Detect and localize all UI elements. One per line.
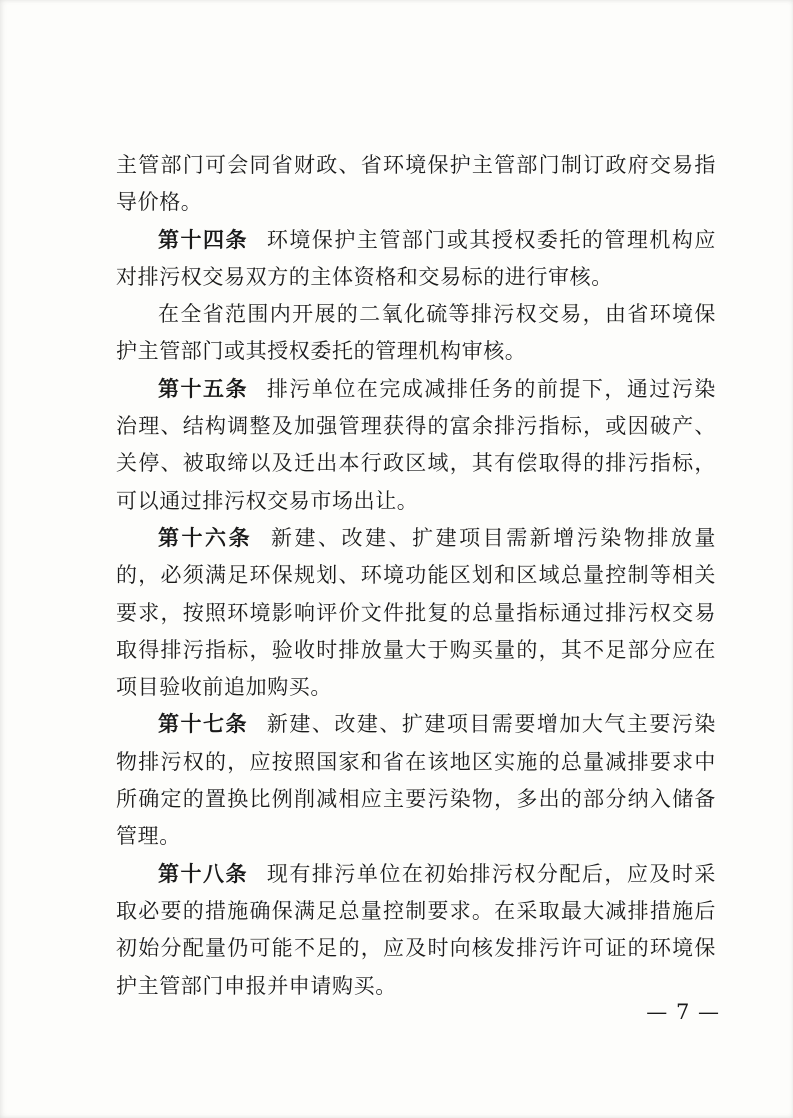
article-17 (116, 706, 716, 855)
document-body (116, 147, 716, 1005)
article-heading: 第十六条 (158, 525, 253, 550)
article-heading: 第十八条 (158, 861, 249, 886)
paragraph-text: 环境保护主管部门或其授权委托的管理机构应对排污权交易双方的主体资格和交易标的进行审核。 (116, 227, 717, 289)
paragraph-text: 新建、改建、扩建项目需要增加大气主要污染物排污权的，应按照国家和省在该地区实施的总量减排要求中所确定的置换比例削减相应主要污染物，多出的部分纳入储备管理。 (116, 712, 717, 849)
article-16 (116, 520, 716, 706)
article-14-paragraph-2 (116, 296, 716, 371)
article-15 (116, 371, 716, 520)
article-18 (116, 856, 716, 1005)
article-heading: 第十四条 (158, 227, 249, 252)
paragraph-text: 现有排污单位在初始排污权分配后，应及时采取必要的措施确保满足总量控制要求。在采取最大减排措施后初始分配量仍可能不足的，应及时向核发排污许可证的环境保护主管部门申报并申请购买。 (116, 861, 717, 998)
paragraph-text: 主管部门可会同省财政、省环境保护主管部门制订政府交易指导价格。 (116, 153, 716, 215)
article-heading: 第十七条 (158, 712, 249, 737)
paragraph-text: 在全省范围内开展的二氧化硫等排污权交易，由省环境保护主管部门或其授权委托的管理机构审核。 (116, 302, 716, 364)
paragraph-continuation (116, 147, 716, 222)
paragraph-text: 排污单位在完成减排任务的前提下，通过污染治理、结构调整及加强管理获得的富余排污指标，或因破产、关停、被取缔以及迁出本行政区域，其有偿取得的排污指标，可以通过排污权交易市场出让。 (116, 376, 717, 513)
page-number: — 7 — (646, 1000, 720, 1024)
article-heading: 第十五条 (158, 376, 249, 401)
paragraph-text: 新建、改建、扩建项目需新增污染物排放量的，必须满足环保规划、环境功能区划和区域总量控制等相关要求，按照环境影响评价文件批复的总量指标通过排污权交易取得排污指标，验收时排放量大于购买量的，其不足部分应在项目验收前追加购买。 (116, 525, 716, 700)
article-14 (116, 222, 716, 297)
